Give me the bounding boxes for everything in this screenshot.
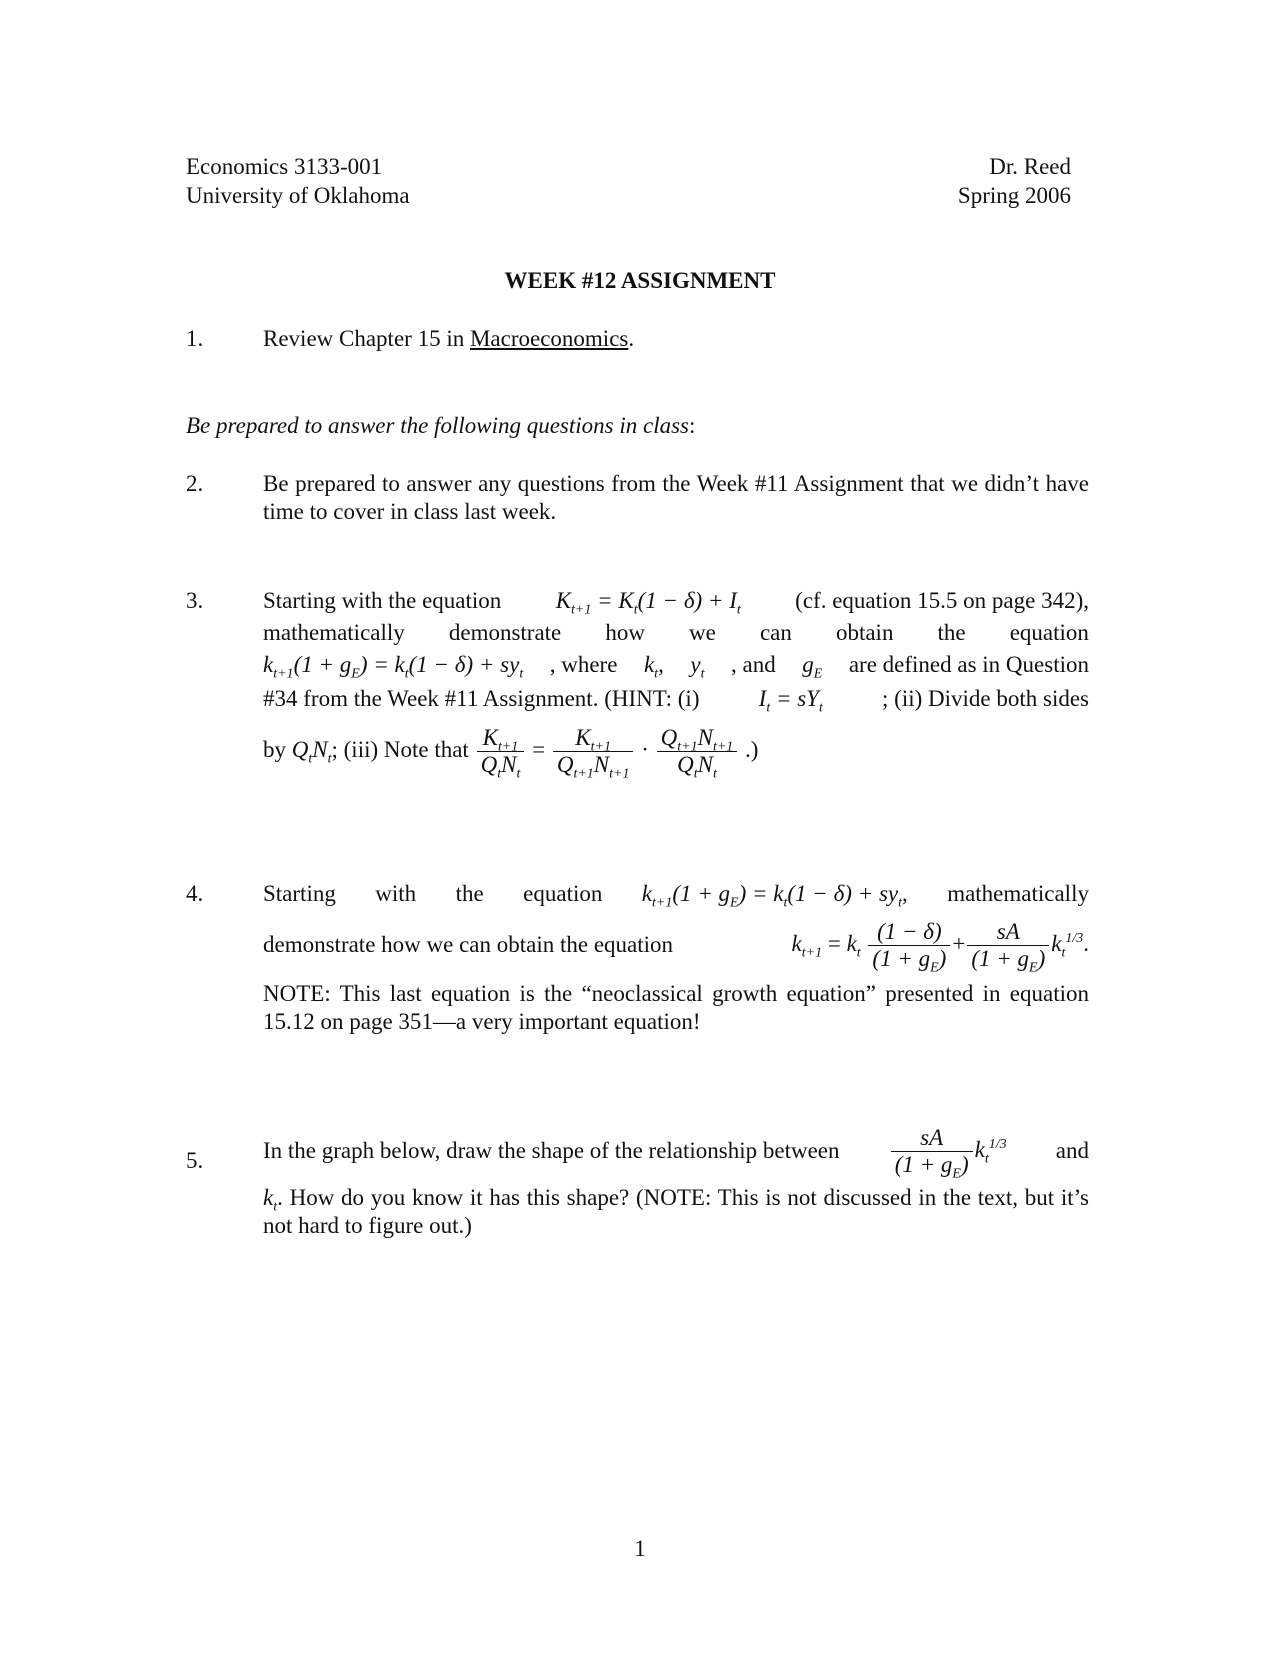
- q5-text: [263, 1120, 1089, 1240]
- q5-number: 5.: [186, 1148, 204, 1173]
- page-number: 1: [634, 1536, 646, 1561]
- q2-number: 2.: [186, 471, 204, 496]
- q4-text: [263, 880, 1089, 1036]
- q3-line-4: #34 from the Week #11 Assignment. (HINT: (i) $I_t = sY_t$ ; (ii) Divide both sides: [263, 685, 1089, 719]
- q1-text: Review Chapter 15 in Macroeconomics.: [263, 326, 635, 351]
- q4-note: NOTE: This last equation is the “neoclassical growth equation” presented in equation 15.12 on page 351—a very important equation!: [263, 981, 1089, 1034]
- q1-number: 1.: [186, 326, 204, 351]
- q3-line-3: $k_{t+1}(1 + g_E) = k_t(1 - \delta) + sy_t$ , where $k_t$, $y_t$ , and $g_E$ are defined as in Question: [263, 651, 1089, 685]
- book-title: Macroeconomics: [469, 326, 629, 351]
- capital-accumulation-equation: $K_{t+1} = K_t(1 - \delta) + I_t$: [555, 588, 741, 618]
- q3-text: [263, 587, 1089, 782]
- neoclassical-growth-equation: $k_{t+1} = k_t$ $\frac{(1 - \delta)}{(1 + g_E)}$ + $\frac{sA}{(1 + g_E)}$ $k_t^{1/3}$.: [791, 918, 1089, 976]
- university-name: University of Oklahoma: [186, 183, 410, 208]
- q5-line-1: In the graph below, draw the shape of the relationship between $\frac{sA}{(1 + g_E)}$ $k_t^{1/3}$ and: [263, 1124, 1089, 1182]
- term: Spring 2006: [957, 183, 1071, 208]
- q2-text: Be prepared to answer any questions from the Week #11 Assignment that we didn’t have time to cover in class last week.: [263, 471, 1089, 524]
- production-term: $\frac{sA}{(1 + g_E)}$ $k_t^{1/3}$: [889, 1125, 1007, 1178]
- intro-instruction: Be prepared to answer the following questions in class:: [186, 413, 696, 438]
- course-name: Economics 3133-001: [186, 154, 383, 179]
- course-header: [186, 152, 410, 210]
- q4-number: 4.: [186, 881, 204, 906]
- q5-line-2: $k_t$. How do you know it has this shape? (NOTE: This is not discussed in the text, but it’s not hard to figure out.): [263, 1185, 1089, 1238]
- q3-line-2: mathematically demonstrate how we can obtain the equation: [263, 620, 1089, 645]
- q3-line-1: Starting with the equation $K_{t+1} = K_t(1 - \delta) + I_t$ (cf. equation 15.5 on page 342),: [263, 588, 1089, 618]
- hint-fraction-identity: $\frac{K_{t+1}}{Q_tN_t}$ = $\frac{K_{t+1}}{Q_{t+1}N_{t+1}}$ · $\frac{Q_{t+1}N_{t+1}}{Q_tN_t}$: [475, 737, 745, 762]
- q4-line-1: Starting with the equation $k_{t+1}(1 + g_E) = k_t(1 - \delta) + sy_t$, mathematically: [263, 881, 1089, 911]
- page-title: WEEK #12 ASSIGNMENT: [504, 268, 776, 293]
- q3-number: 3.: [186, 588, 204, 613]
- instructor-header: [958, 152, 1071, 210]
- q4-line-2: demonstrate how we can obtain the equation $k_{t+1} = k_t$ $\frac{(1 - \delta)}{(1 + g_E)}$ + $\frac{sA}{(1 + g_E)}$ $k_t^{1/3}$.: [263, 918, 1089, 976]
- instructor-name: Dr. Reed: [989, 154, 1071, 179]
- q3-line-5: by $Q_tN_t$; (iii) Note that $\frac{K_{t+1}}{Q_tN_t}$ = $\frac{K_{t+1}}{Q_{t+1}N_{t+1}}$ · $\frac{Q_{t+1}N_{t+1}}{Q_tN_t}$ .): [263, 725, 759, 782]
- per-effective-worker-equation: $k_{t+1}(1 + g_E) = k_t(1 - \delta) + sy_t$: [263, 652, 524, 682]
- investment-equation: $I_t = sY_t$: [758, 686, 823, 716]
